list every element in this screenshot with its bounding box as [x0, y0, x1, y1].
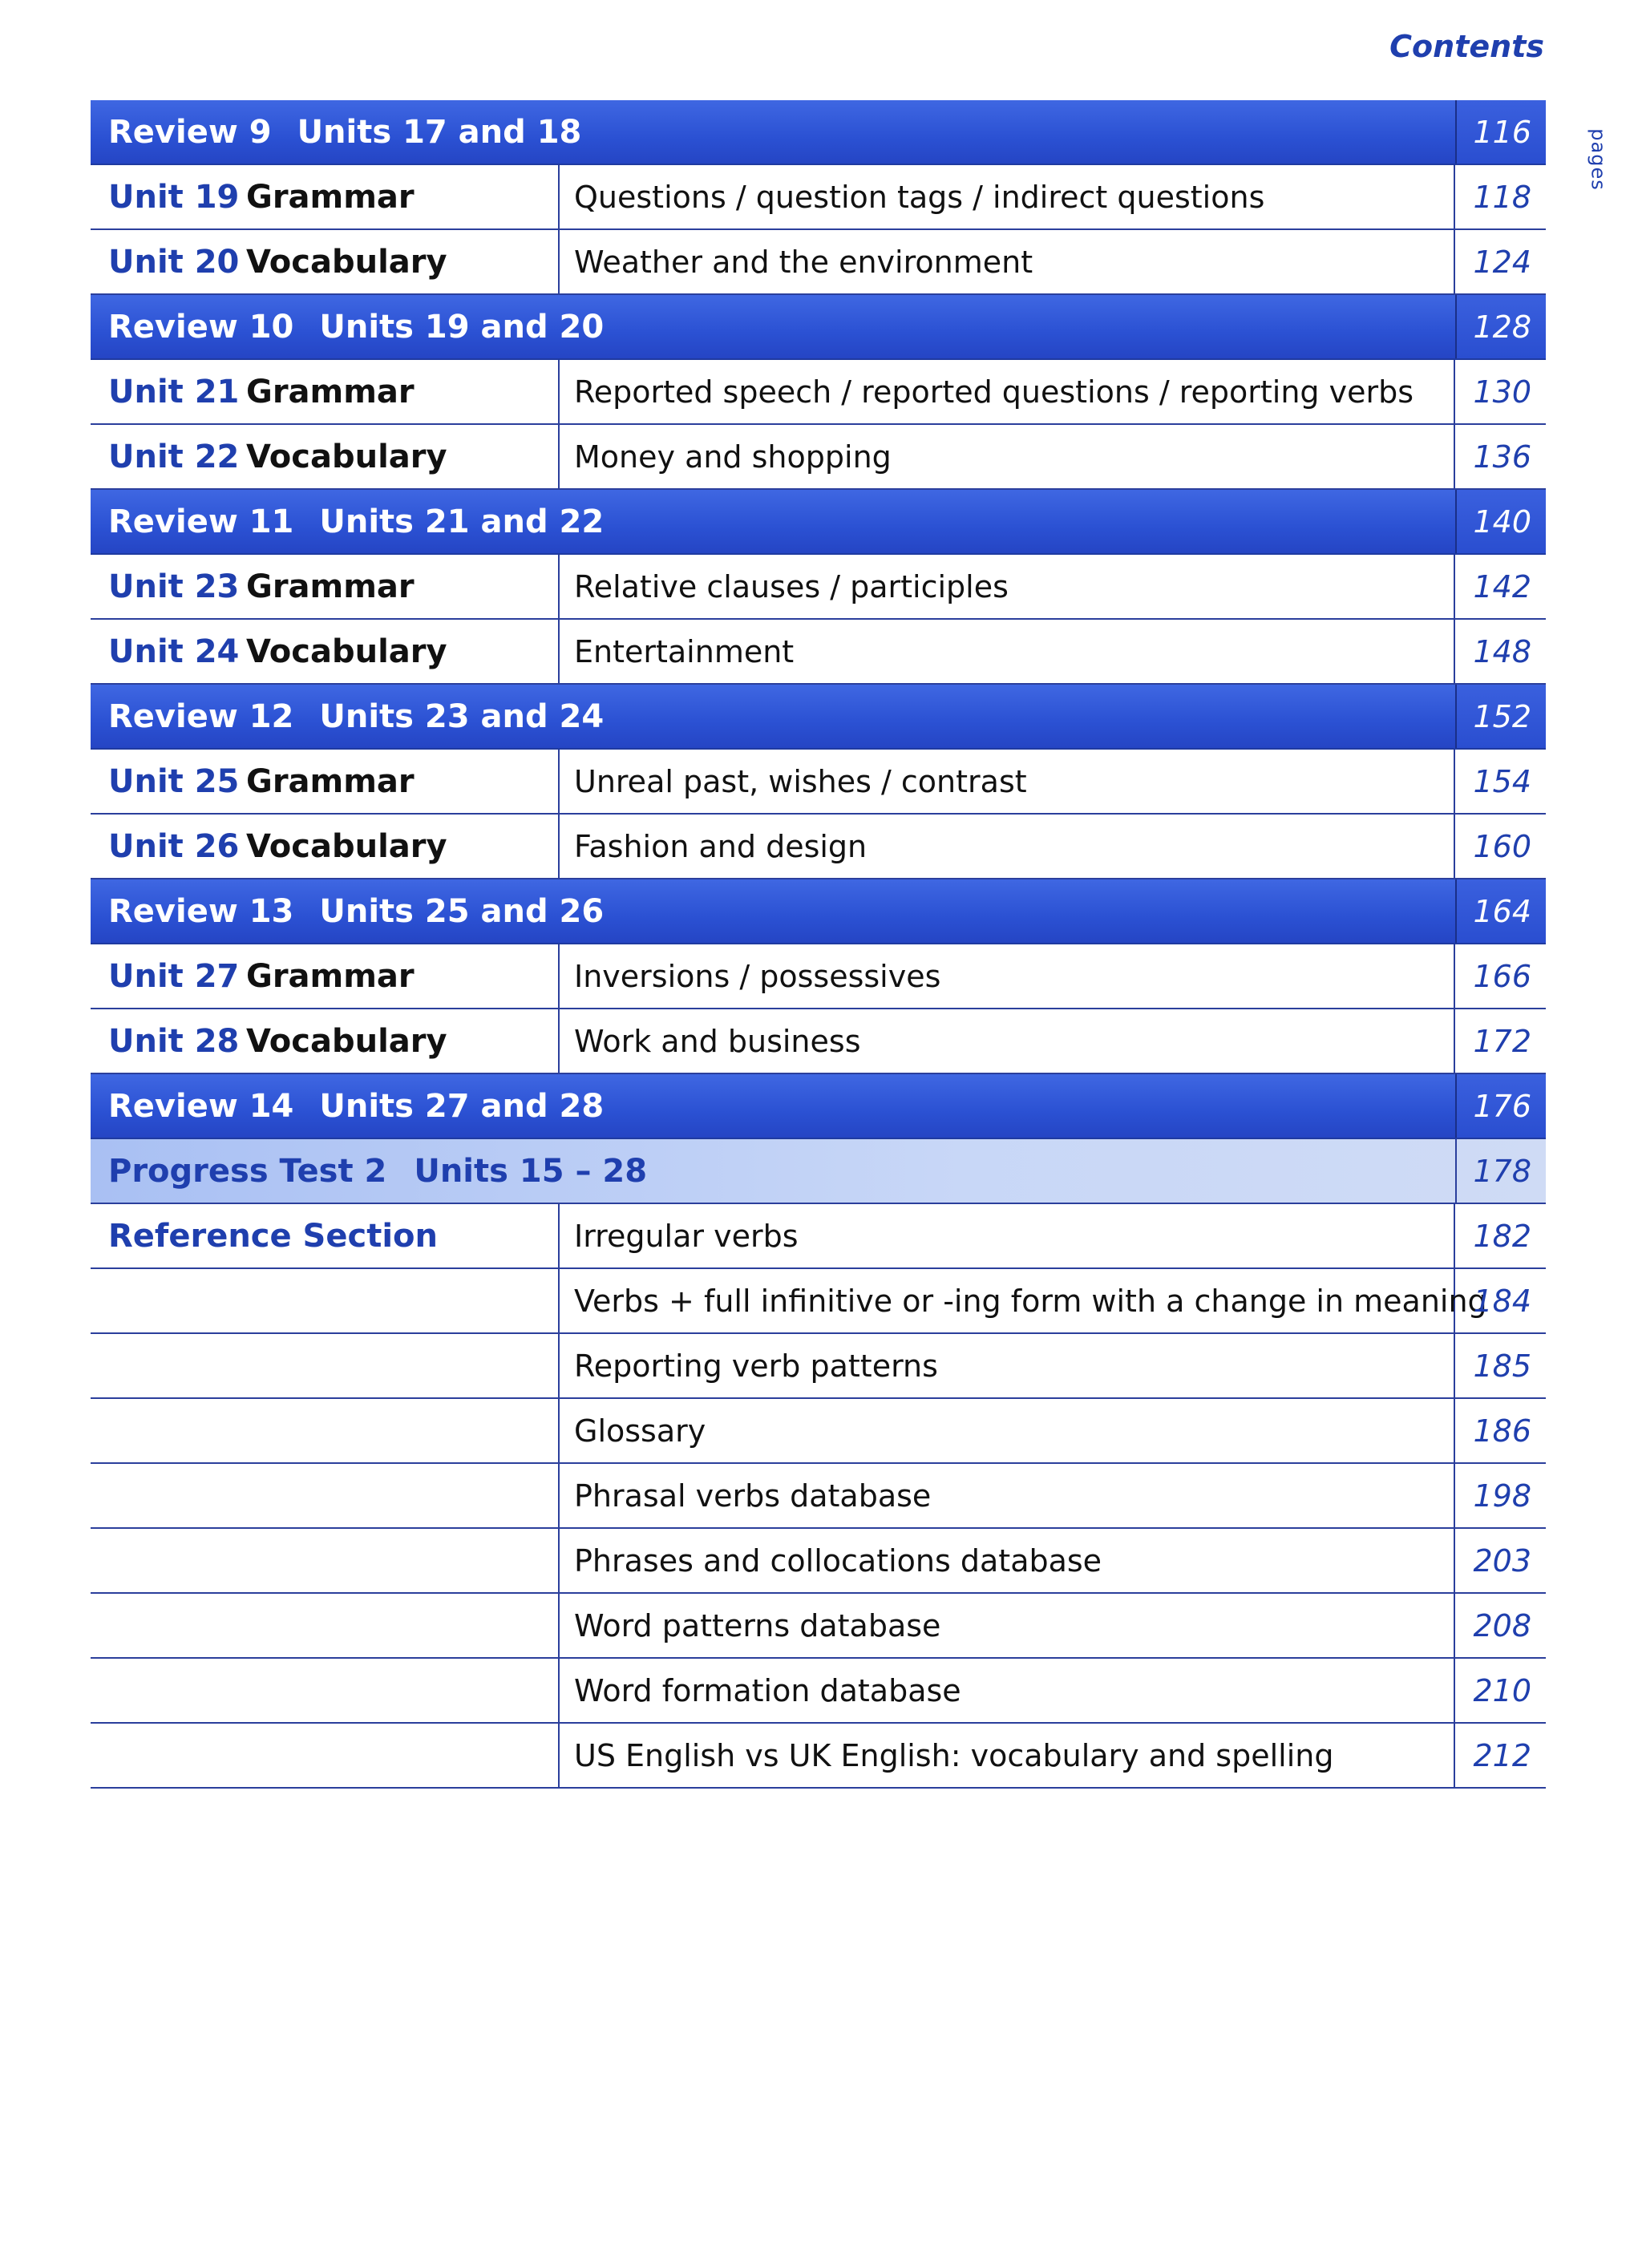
units-range: Units 27 and 28: [319, 1087, 605, 1125]
unit-type: Vocabulary: [246, 1022, 447, 1060]
page-number: 208: [1473, 1607, 1531, 1643]
unit-number: Unit 27: [108, 957, 240, 995]
page-number: 136: [1473, 439, 1531, 475]
topic-cell: [560, 230, 1455, 293]
reference-cell: [91, 1594, 560, 1657]
unit-row[interactable]: [91, 1009, 1546, 1074]
unit-type: Vocabulary: [246, 633, 447, 670]
topic-cell: [560, 620, 1455, 683]
row-heading-cell: [91, 685, 1455, 748]
reference-section-label: Reference Section: [108, 1217, 438, 1255]
reference-cell: [91, 1529, 560, 1592]
page-number: 152: [1455, 685, 1546, 748]
review-row[interactable]: [91, 879, 1546, 944]
reference-cell: [91, 1204, 560, 1267]
reference-cell: [91, 1399, 560, 1462]
unit-number: Unit 20: [108, 243, 240, 281]
review-row[interactable]: [91, 685, 1546, 750]
review-row[interactable]: [91, 100, 1546, 165]
unit-number: Unit 23: [108, 568, 240, 605]
page-number: 148: [1473, 633, 1531, 669]
row-heading-cell: [91, 1139, 1455, 1203]
reference-cell: [91, 1464, 560, 1527]
unit-number: Unit 19: [108, 178, 240, 216]
unit-topic: Money and shopping: [574, 439, 892, 475]
unit-cell: [91, 165, 560, 228]
topic-cell: [560, 555, 1455, 618]
reference-row[interactable]: [91, 1529, 1546, 1594]
row-heading-cell: [91, 879, 1455, 943]
row-heading-cell: [91, 100, 1455, 164]
units-range: Units 25 and 26: [319, 892, 605, 930]
topic-cell: [560, 1204, 1455, 1267]
reference-row[interactable]: [91, 1204, 1546, 1269]
unit-cell: [91, 1009, 560, 1073]
page-number: 116: [1455, 100, 1546, 164]
unit-row[interactable]: [91, 555, 1546, 620]
unit-type: Vocabulary: [246, 243, 447, 281]
unit-topic: Work and business: [574, 1023, 861, 1059]
page-number: 210: [1473, 1672, 1531, 1708]
unit-topic: Reported speech / reported questions / reporting verbs: [574, 374, 1414, 410]
unit-row[interactable]: [91, 750, 1546, 815]
topic-cell: [560, 1529, 1455, 1592]
page-number: 182: [1473, 1218, 1531, 1254]
review-label: Review 12: [108, 697, 294, 735]
unit-topic: Inversions / possessives: [574, 958, 941, 994]
row-heading-cell: [91, 490, 1455, 553]
unit-type: Grammar: [246, 762, 415, 800]
unit-number: Unit 28: [108, 1022, 240, 1060]
unit-type: Grammar: [246, 373, 415, 410]
topic-cell: [560, 1659, 1455, 1722]
topic-cell: [560, 165, 1455, 228]
units-range: Units 17 and 18: [297, 113, 582, 151]
topic-cell: [560, 425, 1455, 488]
topic-cell: [560, 1594, 1455, 1657]
topic-cell: [560, 1334, 1455, 1397]
unit-row[interactable]: [91, 360, 1546, 425]
unit-type: Vocabulary: [246, 438, 447, 475]
reference-topic: Irregular verbs: [574, 1218, 799, 1254]
page-number: 124: [1473, 244, 1531, 280]
page-number: 178: [1455, 1139, 1546, 1203]
reference-row[interactable]: [91, 1334, 1546, 1399]
units-range: Units 21 and 22: [319, 503, 605, 540]
review-label: Review 13: [108, 892, 294, 930]
reference-topic: Word formation database: [574, 1672, 961, 1708]
page-number: 118: [1473, 179, 1531, 215]
unit-cell: [91, 944, 560, 1008]
reference-topic: Word patterns database: [574, 1607, 941, 1643]
review-label: Review 10: [108, 308, 294, 346]
page-number: 160: [1473, 828, 1531, 864]
contents-table: [91, 100, 1546, 1789]
row-heading-cell: [91, 1074, 1455, 1138]
unit-cell: [91, 620, 560, 683]
unit-row[interactable]: [91, 165, 1546, 230]
unit-row[interactable]: [91, 230, 1546, 295]
unit-cell: [91, 360, 560, 423]
review-label: Review 9: [108, 113, 272, 151]
pages-column-label: pages: [1587, 128, 1610, 191]
topic-cell: [560, 1009, 1455, 1073]
page-number: 128: [1455, 295, 1546, 358]
unit-cell: [91, 815, 560, 878]
reference-topic: Glossary: [574, 1413, 706, 1449]
review-row[interactable]: [91, 1074, 1546, 1139]
reference-cell: [91, 1659, 560, 1722]
unit-row[interactable]: [91, 620, 1546, 685]
unit-row[interactable]: [91, 815, 1546, 879]
reference-row[interactable]: [91, 1464, 1546, 1529]
reference-row[interactable]: [91, 1269, 1546, 1334]
units-range: Units 15 – 28: [414, 1152, 648, 1190]
review-label: Review 11: [108, 503, 294, 540]
page-number: 185: [1473, 1348, 1531, 1384]
unit-type: Vocabulary: [246, 827, 447, 865]
unit-topic: Relative clauses / participles: [574, 568, 1009, 604]
page-number: 203: [1473, 1542, 1531, 1579]
unit-number: Unit 21: [108, 373, 240, 410]
unit-row[interactable]: [91, 425, 1546, 490]
topic-cell: [560, 1399, 1455, 1462]
topic-cell: [560, 1724, 1455, 1787]
page-number: 184: [1473, 1283, 1531, 1319]
unit-number: Unit 26: [108, 827, 240, 865]
page-number: 186: [1473, 1413, 1531, 1449]
unit-topic: Unreal past, wishes / contrast: [574, 763, 1027, 799]
page-number: 212: [1473, 1737, 1531, 1773]
page-number: 164: [1455, 879, 1546, 943]
units-range: Units 19 and 20: [319, 308, 605, 346]
unit-topic: Weather and the environment: [574, 244, 1033, 280]
reference-topic: Phrasal verbs database: [574, 1478, 932, 1514]
unit-number: Unit 24: [108, 633, 240, 670]
row-heading-cell: [91, 295, 1455, 358]
topic-cell: [560, 1269, 1487, 1332]
unit-type: Grammar: [246, 568, 415, 605]
reference-topic: US English vs UK English: vocabulary and spelling: [574, 1737, 1334, 1773]
unit-row[interactable]: [91, 944, 1546, 1009]
page-number: 130: [1473, 374, 1531, 410]
review-label: Review 14: [108, 1087, 294, 1125]
progress-test-row[interactable]: [91, 1139, 1546, 1204]
reference-row[interactable]: [91, 1594, 1546, 1659]
page-number: 142: [1473, 568, 1531, 604]
topic-cell: [560, 1464, 1455, 1527]
page-number: 172: [1473, 1023, 1531, 1059]
topic-cell: [560, 360, 1455, 423]
progress-test-label: Progress Test 2: [108, 1152, 387, 1190]
reference-row[interactable]: [91, 1399, 1546, 1464]
unit-cell: [91, 425, 560, 488]
review-row[interactable]: [91, 295, 1546, 360]
unit-number: Unit 25: [108, 762, 240, 800]
review-row[interactable]: [91, 490, 1546, 555]
reference-row[interactable]: [91, 1659, 1546, 1724]
unit-cell: [91, 750, 560, 813]
unit-number: Unit 22: [108, 438, 240, 475]
reference-row[interactable]: [91, 1724, 1546, 1789]
units-range: Units 23 and 24: [319, 697, 605, 735]
reference-cell: [91, 1334, 560, 1397]
topic-cell: [560, 750, 1455, 813]
page-number: 166: [1473, 958, 1531, 994]
page-number: 176: [1455, 1074, 1546, 1138]
unit-type: Grammar: [246, 178, 415, 216]
page-number: 154: [1473, 763, 1531, 799]
topic-cell: [560, 815, 1455, 878]
topic-cell: [560, 944, 1455, 1008]
unit-cell: [91, 555, 560, 618]
unit-topic: Fashion and design: [574, 828, 868, 864]
unit-topic: Entertainment: [574, 633, 795, 669]
unit-cell: [91, 230, 560, 293]
unit-topic: Questions / question tags / indirect questions: [574, 179, 1265, 215]
reference-topic: Verbs + full infinitive or -ing form with a change in meaning: [574, 1283, 1487, 1319]
page-title: Contents: [1389, 29, 1544, 64]
page-number: 140: [1455, 490, 1546, 553]
page-number: 198: [1473, 1478, 1531, 1514]
unit-type: Grammar: [246, 957, 415, 995]
reference-cell: [91, 1724, 560, 1787]
reference-topic: Reporting verb patterns: [574, 1348, 938, 1384]
reference-topic: Phrases and collocations database: [574, 1542, 1102, 1579]
reference-cell: [91, 1269, 560, 1332]
